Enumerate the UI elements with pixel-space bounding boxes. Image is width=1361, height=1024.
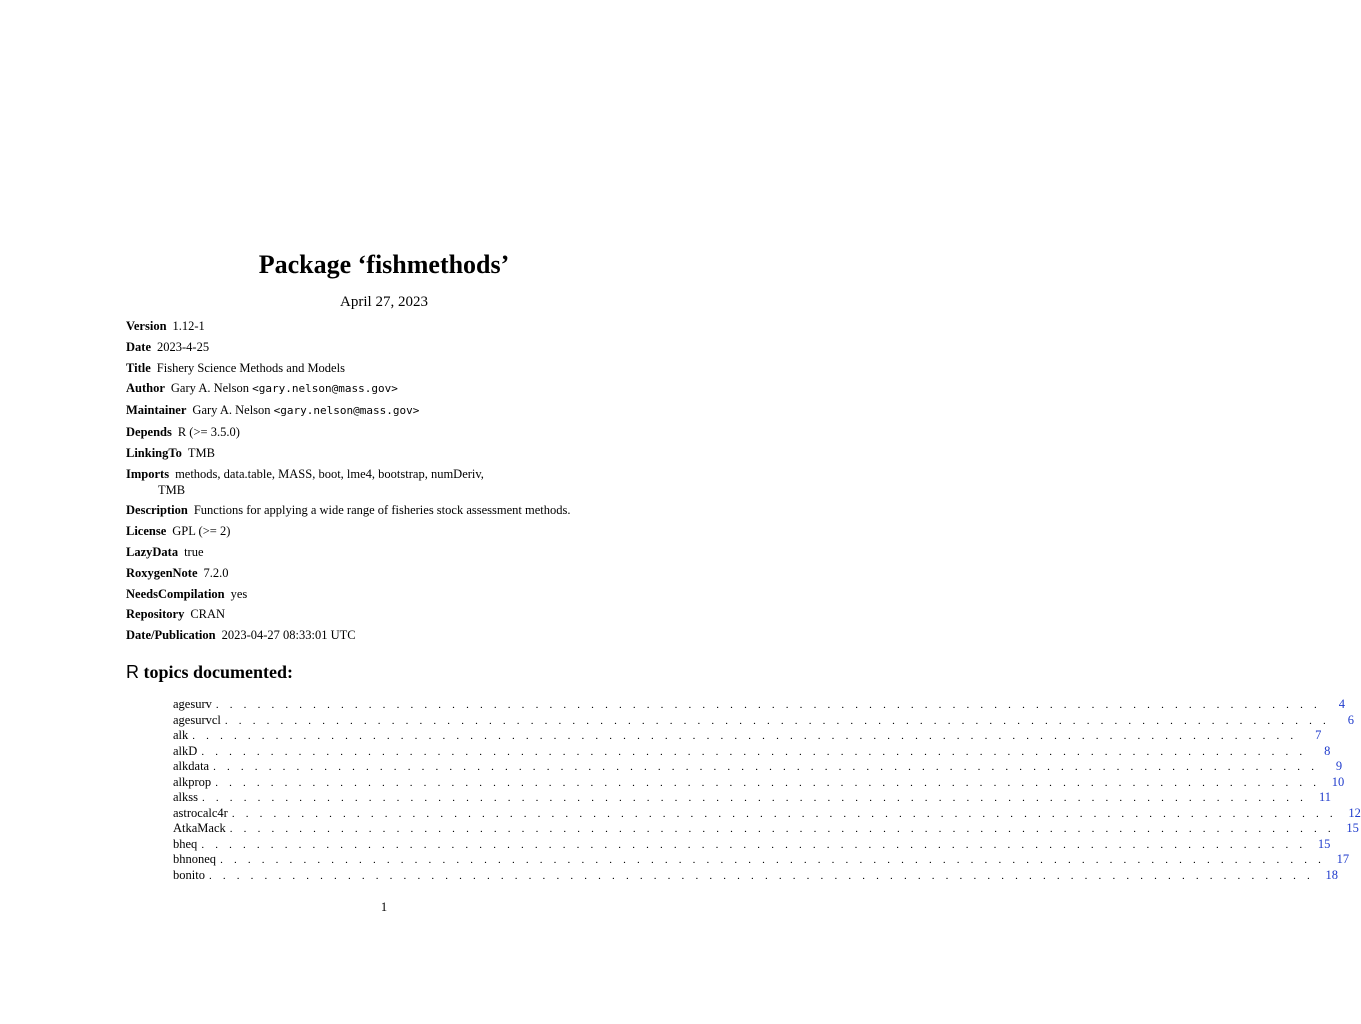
toc-page-link[interactable]: 18 [1325,867,1339,882]
toc-page-link[interactable]: 10 [1331,774,1345,789]
field-value: 2023-4-25 [157,339,210,354]
toc-leader-dots: . . . . . . . . . . . . . . . . . . . . . . . . . . . . . . . . . . . . . . . . . . . . . . . . . . . . . . . . . . . . . . . . . . . . . . . . . . . . . . . . [192,730,1298,742]
toc-page-link[interactable]: 15 [1317,836,1331,851]
toc-heading-text: topics documented: [139,662,293,682]
toc-leader-dots: . . . . . . . . . . . . . . . . . . . . . . . . . . . . . . . . . . . . . . . . . . . . . . . . . . . . . . . . . . . . . . . . . . . . . . . . . . . . . . . . [220,854,1326,866]
toc-leader-dots: . . . . . . . . . . . . . . . . . . . . . . . . . . . . . . . . . . . . . . . . . . . . . . . . . . . . . . . . . . . . . . . . . . . . . . . . . . . . . . . . [215,699,1321,711]
field-value: 7.2.0 [203,565,229,580]
toc-entry[interactable] [173,712,1354,729]
field-value: TMB [187,445,215,460]
field-value: Gary A. Nelson [170,381,250,396]
toc-page-link[interactable]: 17 [1336,852,1350,866]
toc-entry[interactable] [173,743,1331,760]
toc-page-link[interactable]: 9 [1335,759,1343,773]
toc-leader-dots: . . . . . . . . . . . . . . . . . . . . . . . . . . . . . . . . . . . . . . . . . . . . . . . . . . . . . . . . . . . . . . . . . . . . . . . . . . . . . . . . [215,776,1321,789]
toc-entry-name[interactable]: agesurvcl [173,712,221,727]
toc-entry-name[interactable]: bonito [173,867,205,882]
page-number: 1 [380,900,388,914]
toc-entry-name[interactable]: bheq [173,836,198,851]
field-key: LinkingTo [126,445,182,460]
toc-entry[interactable] [173,759,1343,775]
field-key: Date [126,339,151,354]
field-value: Gary A. Nelson [192,403,271,418]
field-value: R (>= 3.5.0) [177,424,240,439]
toc-page-link[interactable]: 4 [1338,697,1345,711]
field-value: CRAN [190,607,226,622]
field-key: Description [126,503,188,518]
toc-entry-name[interactable]: astrocalc4r [173,805,228,820]
toc-entry-name[interactable]: agesurv [173,697,212,711]
field-email: <gary.nelson@mass.gov> [273,404,420,418]
toc-page-link[interactable]: 7 [1315,728,1322,742]
field-linkingto [126,445,646,461]
toc-page-link[interactable]: 12 [1348,805,1361,820]
toc-leader-dots: . . . . . . . . . . . . . . . . . . . . . . . . . . . . . . . . . . . . . . . . . . . . . . . . . . . . . . . . . . . . . . . . . . . . . . . . . . . . . . . . [208,869,1315,882]
field-key: Repository [126,607,185,622]
field-key: Depends [126,424,172,439]
toc-heading [126,662,293,683]
field-description [126,502,646,518]
field-key: RoxygenNote [126,565,198,580]
toc-entry-name[interactable]: alk [173,728,189,742]
toc-entry[interactable] [173,774,1345,791]
toc-heading-r: R [126,662,139,682]
package-title: Package ‘fishmethods’ [258,250,510,279]
toc-page-link[interactable]: 8 [1324,743,1331,758]
toc-page-link[interactable]: 6 [1347,712,1354,727]
toc-entry[interactable] [173,821,1359,837]
description-fields [126,318,646,648]
toc-page-link[interactable]: 11 [1319,790,1332,804]
field-value: 1.12-1 [172,319,205,333]
toc-list [173,697,1361,883]
field-author [126,380,646,397]
toc-entry[interactable] [173,852,1350,868]
toc-entry-name[interactable]: alkprop [173,774,212,789]
field-value-continuation: TMB [158,482,186,497]
toc-entry-name[interactable]: alkdata [173,759,210,773]
field-needscompilation [126,586,646,602]
field-value: Functions for applying a wide range of fisheries stock assessment methods. [193,503,571,518]
field-value: GPL (>= 2) [172,524,231,539]
field-value: Fishery Science Methods and Models [156,360,345,375]
toc-leader-dots: . . . . . . . . . . . . . . . . . . . . . . . . . . . . . . . . . . . . . . . . . . . . . . . . . . . . . . . . . . . . . . . . . . . . . . . . . . . . . . . . [213,761,1319,773]
toc-leader-dots: . . . . . . . . . . . . . . . . . . . . . . . . . . . . . . . . . . . . . . . . . . . . . . . . . . . . . . . . . . . . . . . . . . . . . . . . . . . . . . . . [229,823,1335,835]
field-date [126,339,646,355]
field-key: Imports [126,466,170,481]
field-key: Author [126,381,165,396]
toc-entry[interactable] [173,697,1345,713]
field-key: Version [126,319,167,333]
field-repository [126,606,646,622]
toc-page-link[interactable]: 15 [1346,821,1359,835]
field-key: Title [126,360,151,375]
publication-date: April 27, 2023 [340,294,428,310]
toc-entry-name[interactable]: alkD [173,743,198,758]
field-license [126,523,646,539]
field-key: LazyData [126,544,179,559]
field-date-publication [126,627,646,643]
toc-entry-name[interactable]: alkss [173,790,198,804]
field-value: yes [230,586,248,601]
toc-entry[interactable] [173,805,1361,822]
field-value: true [184,544,204,559]
field-key: NeedsCompilation [126,586,225,601]
field-lazydata [126,544,646,560]
field-key: Date/Publication [126,628,216,643]
toc-entry[interactable] [173,836,1331,853]
toc-entry[interactable] [173,867,1339,884]
field-key: License [126,524,167,539]
field-title [126,360,646,376]
field-email: <gary.nelson@mass.gov> [252,382,398,396]
toc-entry-name[interactable]: AtkaMack [173,821,226,835]
field-version [126,318,646,334]
toc-entry[interactable] [173,790,1332,806]
toc-leader-dots: . . . . . . . . . . . . . . . . . . . . . . . . . . . . . . . . . . . . . . . . . . . . . . . . . . . . . . . . . . . . . . . . . . . . . . . . . . . . . . . . [201,745,1307,758]
toc-entry[interactable] [173,728,1322,744]
field-maintainer [126,402,646,419]
field-roxygennote [126,565,646,581]
toc-entry-name[interactable]: bhnoneq [173,852,217,866]
field-value: methods, data.table, MASS, boot, lme4, bootstrap, numDeriv, [175,466,484,481]
toc-leader-dots: . . . . . . . . . . . . . . . . . . . . . . . . . . . . . . . . . . . . . . . . . . . . . . . . . . . . . . . . . . . . . . . . . . . . . . . . . . . . . . . . [201,838,1307,851]
field-key: Maintainer [126,403,187,418]
toc-leader-dots: . . . . . . . . . . . . . . . . . . . . . . . . . . . . . . . . . . . . . . . . . . . . . . . . . . . . . . . . . . . . . . . . . . . . . . . . . . . . . . . . [202,792,1308,804]
field-depends [126,424,646,440]
toc-leader-dots: . . . . . . . . . . . . . . . . . . . . . . . . . . . . . . . . . . . . . . . . . . . . . . . . . . . . . . . . . . . . . . . . . . . . . . . . . . . . . . . . [231,807,1337,820]
toc-leader-dots: . . . . . . . . . . . . . . . . . . . . . . . . . . . . . . . . . . . . . . . . . . . . . . . . . . . . . . . . . . . . . . . . . . . . . . . . . . . . . . . . [224,714,1330,727]
field-imports [126,466,646,498]
field-value: 2023-04-27 08:33:01 UTC [221,628,356,643]
